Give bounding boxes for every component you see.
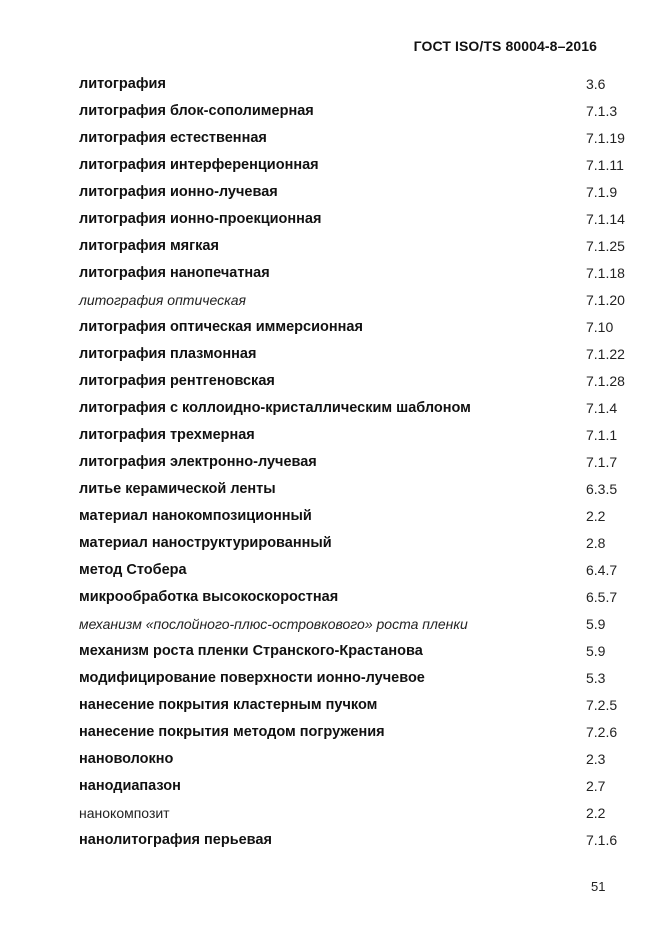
index-term: модифицирование поверхности ионно-лучевое [79, 670, 425, 686]
index-term: литография электронно-лучевая [79, 454, 317, 470]
index-entry [79, 530, 639, 557]
index-entry [79, 98, 639, 125]
index-reference-number: 7.1.4 [586, 400, 618, 416]
index-entry [79, 827, 639, 854]
index-entry [79, 665, 639, 692]
index-term: нанесение покрытия методом погружения [79, 724, 385, 740]
index-term: нанесение покрытия кластерным пучком [79, 697, 378, 713]
index-term: механизм «послойного-плюс-островкового» роста пленки [79, 616, 468, 632]
index-reference-number: 6.5.7 [586, 589, 618, 605]
index-reference-number: 7.10 [586, 319, 614, 335]
index-entry [79, 233, 639, 260]
index-reference-number: 5.9 [586, 616, 606, 632]
index-reference-number: 3.6 [586, 76, 606, 92]
index-term: литография интерференционная [79, 157, 319, 173]
index-term: литография нанопечатная [79, 265, 270, 281]
index-entry [79, 71, 639, 98]
index-entry [79, 260, 639, 287]
index-reference-number: 7.1.9 [586, 184, 618, 200]
index-entry [79, 476, 639, 503]
index-term: литография с коллоидно-кристаллическим шаблоном [79, 400, 471, 416]
index-reference-number: 7.1.25 [586, 238, 625, 254]
index-entry [79, 719, 639, 746]
index-term: нанокомпозит [79, 805, 170, 821]
index-term: механизм роста пленки Странского-Крастанова [79, 643, 423, 659]
index-entry [79, 638, 639, 665]
index-term: нановолокно [79, 751, 174, 767]
document-header: ГОСТ ISO/TS 80004-8–2016 [413, 38, 597, 54]
index-reference-number: 6.3.5 [586, 481, 618, 497]
index-term: литография блок-сополимерная [79, 103, 314, 119]
index-term: литография трехмерная [79, 427, 255, 443]
index-reference-number: 5.9 [586, 643, 606, 659]
index-entry [79, 449, 639, 476]
index-term: литье керамической ленты [79, 481, 276, 497]
index-entry [79, 422, 639, 449]
index-entry [79, 287, 639, 314]
index-reference-number: 2.7 [586, 778, 606, 794]
index-entry [79, 692, 639, 719]
index-reference-number: 7.1.18 [586, 265, 625, 281]
index-reference-number: 2.3 [586, 751, 606, 767]
index-reference-number: 7.1.3 [586, 103, 618, 119]
index-term: литография оптическая [79, 292, 246, 308]
index-term: литография рентгеновская [79, 373, 275, 389]
index-term: литография ионно-лучевая [79, 184, 278, 200]
index-term: метод Стобера [79, 562, 187, 578]
index-term: литография ионно-проекционная [79, 211, 322, 227]
index-entry [79, 179, 639, 206]
index-term: нанолитография перьевая [79, 832, 272, 848]
index-entry [79, 125, 639, 152]
index-entry [79, 773, 639, 800]
index-reference-number: 7.1.6 [586, 832, 618, 848]
index-term: материал нанокомпозиционный [79, 508, 312, 524]
index-reference-number: 7.1.22 [586, 346, 625, 362]
index-reference-number: 6.4.7 [586, 562, 618, 578]
index-reference-number: 7.1.19 [586, 130, 625, 146]
index-reference-number: 7.1.14 [586, 211, 625, 227]
index-entry [79, 368, 639, 395]
index-reference-number: 7.2.5 [586, 697, 618, 713]
index-reference-number: 5.3 [586, 670, 606, 686]
index-entry [79, 314, 639, 341]
index-term: литография плазмонная [79, 346, 257, 362]
index-term: микрообработка высокоскоростная [79, 589, 339, 605]
index-entry [79, 746, 639, 773]
index-entry [79, 503, 639, 530]
index-reference-number: 2.8 [586, 535, 606, 551]
index-term: литография мягкая [79, 238, 219, 254]
index-reference-number: 2.2 [586, 508, 606, 524]
index-entry [79, 152, 639, 179]
index-reference-number: 7.1.1 [586, 427, 618, 443]
index-entry [79, 206, 639, 233]
index-term: литография оптическая иммерсионная [79, 319, 363, 335]
index-entry [79, 341, 639, 368]
index-reference-number: 7.1.7 [586, 454, 618, 470]
index-entry [79, 800, 639, 827]
index-reference-number: 7.1.11 [586, 157, 624, 173]
index-term: литография естественная [79, 130, 267, 146]
index-entry [79, 395, 639, 422]
index-reference-number: 7.1.20 [586, 292, 625, 308]
index-reference-number: 2.2 [586, 805, 606, 821]
index-reference-number: 7.1.28 [586, 373, 625, 389]
page-number: 51 [591, 879, 606, 894]
index-reference-number: 7.2.6 [586, 724, 618, 740]
index-entry [79, 611, 639, 638]
index-entry [79, 557, 639, 584]
alphabetical-index-list [79, 71, 639, 854]
index-term: нанодиапазон [79, 778, 181, 794]
index-term: материал наноструктурированный [79, 535, 332, 551]
index-entry [79, 584, 639, 611]
index-term: литография [79, 76, 166, 92]
